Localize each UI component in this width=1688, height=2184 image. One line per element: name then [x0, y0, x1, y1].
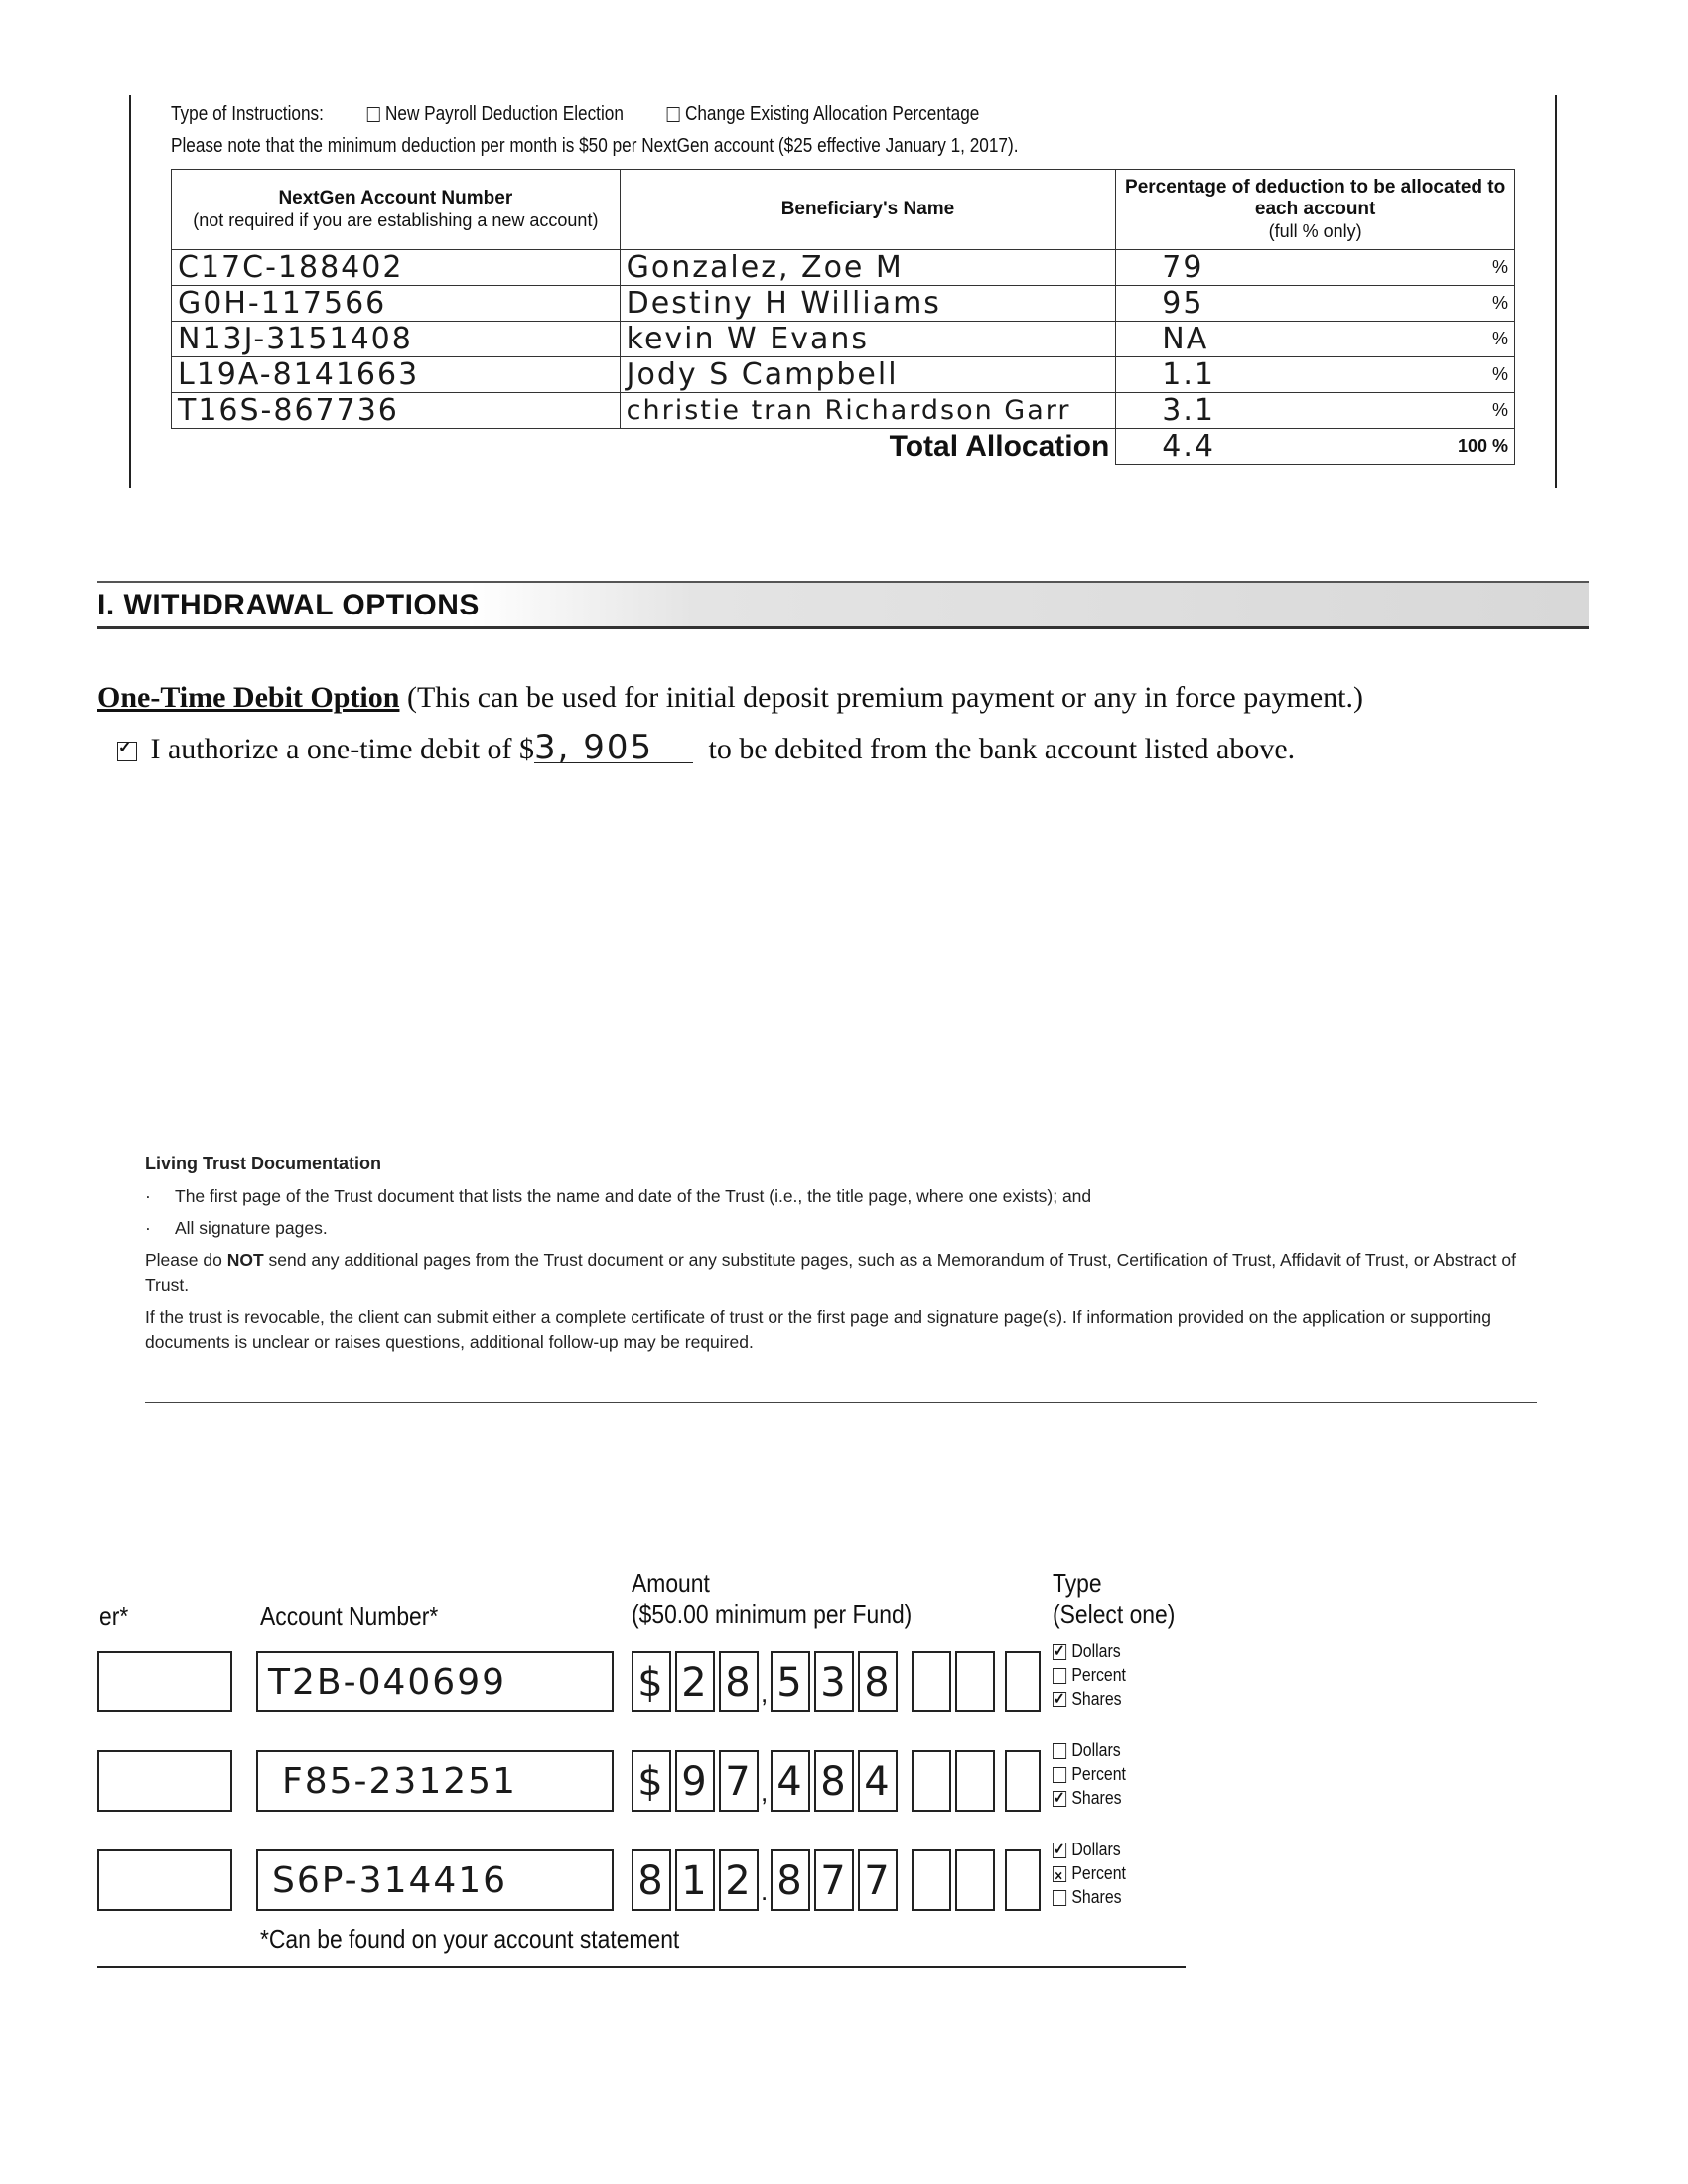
fund-account-number[interactable]: T2B-040699 — [256, 1651, 614, 1712]
percentage-cell[interactable]: 1.1 % — [1116, 357, 1515, 393]
fund-name-box[interactable] — [97, 1651, 232, 1712]
fund-name-header: er* — [99, 1601, 129, 1631]
allocation-row — [172, 357, 1515, 393]
type-header: Type (Select one) — [1053, 1569, 1176, 1629]
living-trust-title: Living Trust Documentation — [145, 1154, 382, 1173]
amount-digit[interactable]: 7 — [719, 1750, 759, 1812]
amount-digit[interactable]: 8 — [858, 1651, 898, 1712]
debit-authorization-line — [117, 728, 1296, 767]
cents-digit[interactable] — [1005, 1651, 1041, 1712]
beneficiary-cell[interactable]: Jody S Campbell — [620, 357, 1116, 393]
total-row — [172, 429, 1515, 465]
allocation-row — [172, 250, 1515, 286]
amount-separator: . — [761, 1876, 769, 1906]
account-number-cell[interactable]: T16S-867736 — [172, 393, 621, 429]
amount-digit[interactable]: 3 — [814, 1651, 854, 1712]
authorize-debit-checkbox[interactable] — [117, 742, 137, 761]
amount-digit[interactable]: 1 — [675, 1849, 715, 1911]
dollars-checkbox[interactable] — [1053, 1743, 1066, 1759]
authorize-text-pre: I authorize a one-time debit of $ — [150, 733, 535, 765]
percentage-cell[interactable]: NA % — [1116, 322, 1515, 357]
trust-paragraph-1: Please do NOT send any additional pages from the Trust document or any substitute pages, such as a Memorandum of Trust, Certification of Trust, Affidavit of Trust, or Abstract of Trust. — [145, 1250, 1516, 1295]
amount-digit[interactable]: 8 — [632, 1849, 671, 1911]
change-allocation-label: Change Existing Allocation Percentage — [684, 103, 980, 125]
account-number-cell[interactable]: C17C-188402 — [172, 250, 621, 286]
allocation-table — [171, 169, 1515, 465]
shares-checkbox[interactable] — [1053, 1890, 1066, 1906]
dollars-checkbox[interactable] — [1053, 1843, 1066, 1858]
debit-amount-field[interactable]: 3, 905 — [534, 733, 693, 763]
right-border — [1555, 95, 1557, 488]
cents-digit[interactable] — [912, 1651, 951, 1712]
percent-checkbox[interactable] — [1053, 1767, 1066, 1783]
amount-digit[interactable]: 7 — [814, 1849, 854, 1911]
percentage-header: Percentage of deduction to be allocated to each account (full % only) — [1116, 170, 1515, 250]
percentage-cell[interactable]: 95 % — [1116, 286, 1515, 322]
amount-digit[interactable]: $ — [632, 1651, 671, 1712]
shares-checkbox[interactable] — [1053, 1791, 1066, 1807]
fund-name-box[interactable] — [97, 1849, 232, 1911]
account-number-col-header: Account Number* — [260, 1601, 439, 1631]
amount-digit[interactable]: 8 — [814, 1750, 854, 1812]
amount-separator: , — [761, 1678, 769, 1707]
amount-digit[interactable]: 4 — [858, 1750, 898, 1812]
amount-digit[interactable]: 7 — [858, 1849, 898, 1911]
amount-digit[interactable]: 4 — [771, 1750, 810, 1812]
amount-header: Amount ($50.00 minimum per Fund) — [632, 1569, 913, 1629]
trust-paragraph-2: If the trust is revocable, the client can submit either a complete certificate of trust or the first page and signature page(s). If information provided on the application or supporting documents is unclear or raises questions, additional follow-up may be required. — [145, 1307, 1492, 1352]
new-election-checkbox[interactable] — [367, 107, 380, 122]
fund-account-number[interactable]: F85-231251 — [256, 1750, 614, 1812]
percentage-cell[interactable]: 3.1 % — [1116, 393, 1515, 429]
one-time-debit-line — [97, 681, 1363, 715]
amount-digit[interactable]: $ — [632, 1750, 671, 1812]
instructions-label: Type of Instructions: — [171, 103, 324, 125]
authorize-text-post: to be debited from the bank account listed above. — [708, 733, 1296, 765]
total-allocation-label: Total Allocation — [889, 429, 1110, 463]
fund-table-bottom-rule — [97, 1966, 1186, 1968]
type-options: ✓Dollars Percent ✓Shares — [1053, 1639, 1126, 1710]
debit-option-title: One-Time Debit Option — [97, 681, 400, 714]
allocation-header-row — [172, 170, 1515, 250]
debit-option-note: (This can be used for initial deposit premium payment or any in force payment.) — [406, 681, 1363, 714]
change-allocation-checkbox[interactable] — [667, 107, 680, 122]
beneficiary-cell[interactable]: Destiny H Williams — [620, 286, 1116, 322]
cents-digit[interactable] — [1005, 1849, 1041, 1911]
amount-digit[interactable]: 5 — [771, 1651, 810, 1712]
amount-digit[interactable]: 2 — [719, 1849, 759, 1911]
account-number-cell[interactable]: L19A-8141663 — [172, 357, 621, 393]
beneficiary-cell[interactable]: christie tran Richardson Garr — [620, 393, 1116, 429]
allocation-row — [172, 322, 1515, 357]
amount-digit[interactable]: 8 — [719, 1651, 759, 1712]
amount-digit[interactable]: 2 — [675, 1651, 715, 1712]
cents-digit[interactable] — [955, 1849, 995, 1911]
account-statement-footnote: *Can be found on your account statement — [260, 1924, 680, 1954]
type-options: ✓Dollars ✕Percent Shares — [1053, 1838, 1126, 1909]
amount-digit[interactable]: 9 — [675, 1750, 715, 1812]
withdrawal-options-heading: I. WITHDRAWAL OPTIONS — [97, 581, 1589, 629]
cents-digit[interactable] — [912, 1750, 951, 1812]
new-election-label: New Payroll Deduction Election — [384, 103, 624, 125]
dollars-checkbox[interactable] — [1053, 1644, 1066, 1660]
total-allocation-cell: 4.4 100 % — [1116, 429, 1515, 465]
beneficiary-cell[interactable]: kevin W Evans — [620, 322, 1116, 357]
cents-digit[interactable] — [955, 1651, 995, 1712]
trust-bullet-2: · All signature pages. — [145, 1218, 328, 1238]
allocation-row — [172, 393, 1515, 429]
amount-digit[interactable]: 8 — [771, 1849, 810, 1911]
fund-name-box[interactable] — [97, 1750, 232, 1812]
account-number-cell[interactable]: N13J-3151408 — [172, 322, 621, 357]
allocation-row — [172, 286, 1515, 322]
percent-checkbox[interactable] — [1053, 1866, 1066, 1882]
amount-separator: , — [761, 1777, 769, 1807]
type-options: Dollars Percent ✓Shares — [1053, 1738, 1126, 1810]
percent-checkbox[interactable] — [1053, 1668, 1066, 1684]
instructions-row — [171, 103, 979, 126]
trust-bullet-1: · The first page of the Trust document that lists the name and date of the Trust (i.e., the title page, where one exists); and — [145, 1186, 1092, 1206]
minimum-note: Please note that the minimum deduction per month is $50 per NextGen account ($25 effective January 1, 2017). — [171, 135, 1019, 157]
shares-checkbox[interactable] — [1053, 1692, 1066, 1707]
account-number-header: NextGen Account Number (not required if you are establishing a new account) — [172, 170, 621, 250]
beneficiary-cell[interactable]: Gonzalez, Zoe M — [620, 250, 1116, 286]
percentage-cell[interactable]: 79 % — [1116, 250, 1515, 286]
left-border — [129, 95, 131, 488]
cents-digit[interactable] — [912, 1849, 951, 1911]
fund-account-number[interactable]: S6P-314416 — [256, 1849, 614, 1911]
cents-digit[interactable] — [955, 1750, 995, 1812]
cents-digit[interactable] — [1005, 1750, 1041, 1812]
account-number-cell[interactable]: G0H-117566 — [172, 286, 621, 322]
divider — [145, 1402, 1537, 1403]
beneficiary-header: Beneficiary's Name — [620, 170, 1116, 250]
